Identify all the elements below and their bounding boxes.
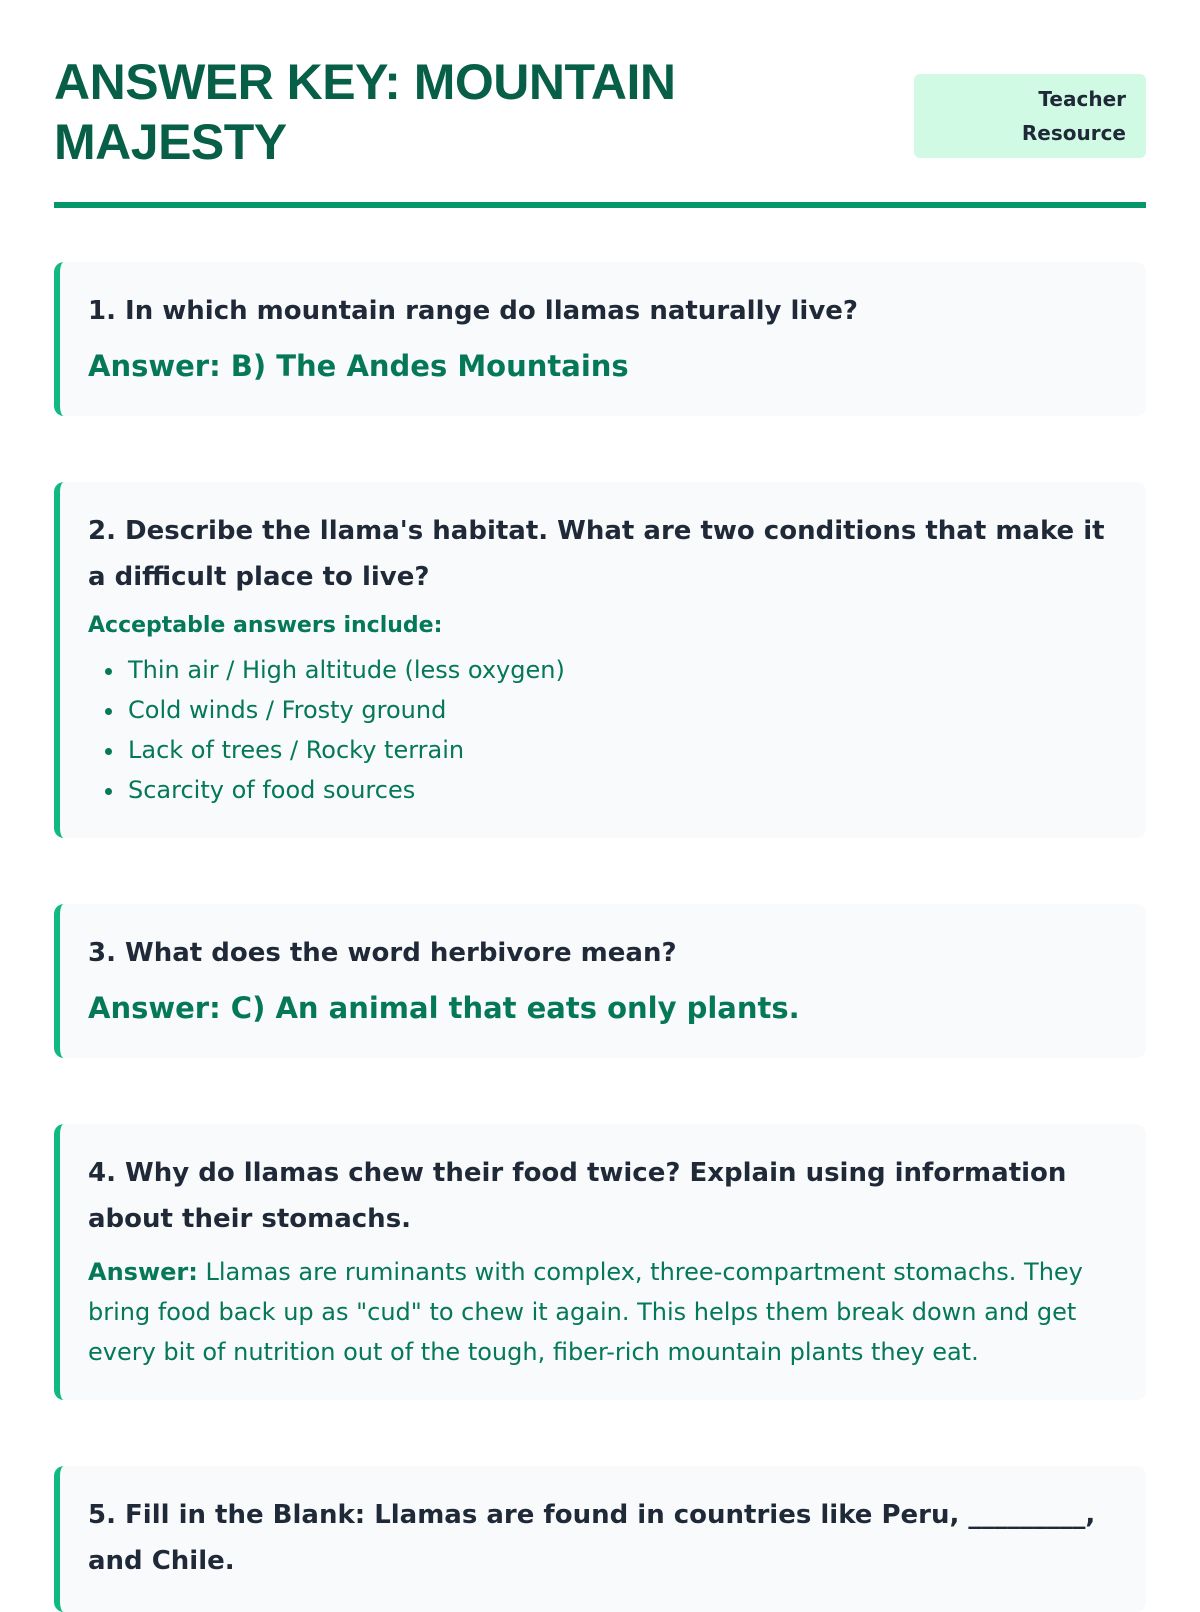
question-card-2	[54, 482, 1146, 838]
page-title: ANSWER KEY: MOUNTAIN MAJESTY	[54, 54, 676, 170]
list-item: • Thin air / High altitude (less oxygen)	[126, 650, 1114, 690]
answer-paragraph	[88, 1252, 1114, 1372]
question-card-5	[54, 1466, 1146, 1612]
teacher-resource-badge: Teacher Resource	[914, 74, 1146, 158]
answer-text: Answer: C) An animal that eats only plants.	[88, 991, 800, 1025]
question-card-4	[54, 1124, 1146, 1400]
answer-text: Answer: B) The Andes Mountains	[88, 349, 629, 383]
question-card-1	[54, 262, 1146, 416]
answer-text: Llamas are ruminants with complex, three-compartment stomachs. They bring food back up as "cud" to chew it again. This helps them break down and get every bit of nutrition out of the tough, fiber-rich mountain plants they eat.	[88, 1258, 1083, 1366]
question-text: 3. What does the word herbivore mean?	[88, 938, 677, 968]
list-item: • Scarcity of food sources	[126, 770, 1114, 810]
acceptable-answers-label: Acceptable answers include:	[88, 613, 443, 638]
answer-label: Answer:	[88, 1258, 198, 1286]
question-card-3	[54, 904, 1146, 1058]
acceptable-answers-list	[88, 650, 1114, 810]
question-text: 2. Describe the llama's habitat. What are two conditions that make it a difficult place to live?	[88, 516, 1105, 592]
question-text: 4. Why do llamas chew their food twice? Explain using information about their stomachs.	[88, 1158, 1067, 1234]
list-item: • Lack of trees / Rocky terrain	[126, 730, 1114, 770]
page-header	[54, 0, 1146, 208]
question-text: 1. In which mountain range do llamas naturally live?	[88, 296, 858, 326]
question-text: 5. Fill in the Blank: Llamas are found in countries like Peru, _________, and Chile.	[88, 1500, 1096, 1576]
list-item: • Cold winds / Frosty ground	[126, 690, 1114, 730]
